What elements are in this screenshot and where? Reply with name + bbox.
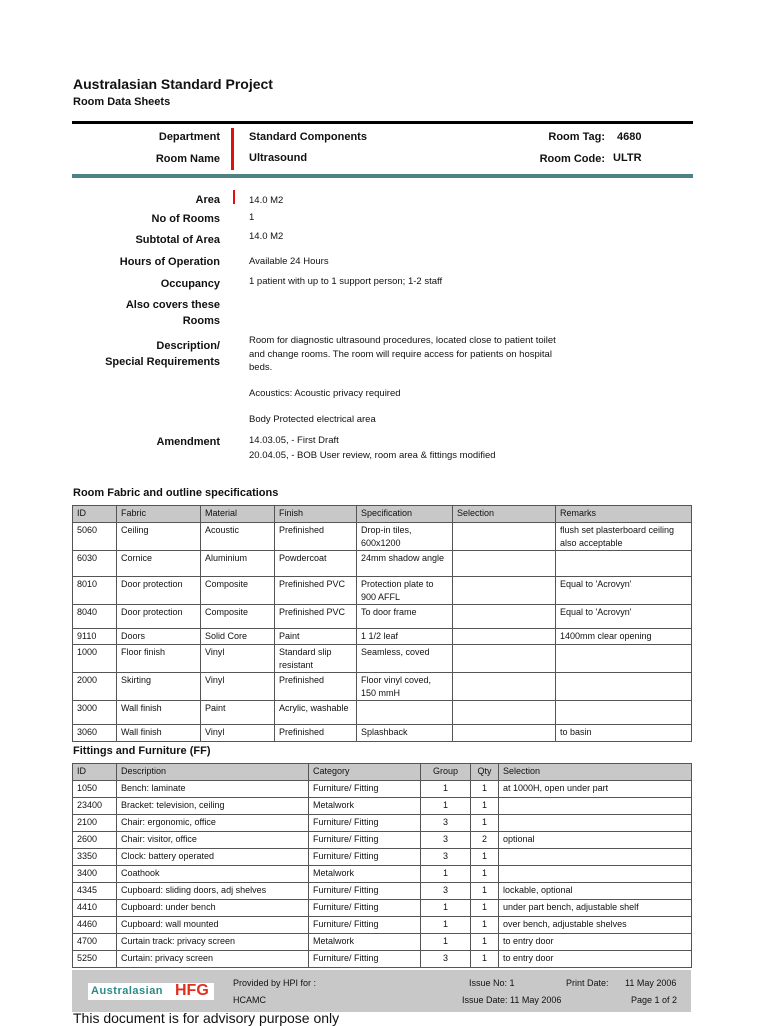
table-cell: 3000 (73, 701, 117, 725)
table-row (73, 577, 692, 605)
table-cell (453, 645, 556, 673)
header-divider (72, 121, 693, 124)
table-cell (499, 815, 692, 832)
red-divider (231, 128, 234, 170)
table-cell: Furniture/ Fitting (309, 900, 421, 917)
description-label: Description/ (156, 340, 220, 352)
table-cell: 24mm shadow angle (357, 551, 453, 577)
table-cell: 8040 (73, 605, 117, 629)
table-cell: Splashback (357, 725, 453, 742)
table-cell: 1 (471, 900, 499, 917)
amendment-line: 14.03.05, - First Draft (249, 435, 339, 446)
table-row (73, 673, 692, 701)
room-tag-label: Room Tag: (548, 131, 605, 143)
fabric-heading: Room Fabric and outline specifications (73, 487, 279, 499)
table-cell: Door protection (117, 605, 201, 629)
table-cell: over bench, adjustable shelves (499, 917, 692, 934)
column-header: ID (73, 506, 117, 523)
table-row (73, 900, 692, 917)
table-cell: Equal to 'Acrovyn' (556, 605, 692, 629)
table-cell: Protection plate to 900 AFFL (357, 577, 453, 605)
department-value: Standard Components (249, 131, 367, 143)
table-cell: 4410 (73, 900, 117, 917)
table-cell: Furniture/ Fitting (309, 832, 421, 849)
table-cell: 1400mm clear opening (556, 629, 692, 645)
room-tag-value: 4680 (617, 131, 642, 143)
table-cell: to entry door (499, 934, 692, 951)
table-cell: 1 (471, 917, 499, 934)
provided-by: Provided by HPI for : (233, 978, 317, 988)
table-cell: Curtain: privacy screen (117, 951, 309, 968)
table-cell (453, 673, 556, 701)
fabric-table (72, 505, 692, 742)
table-cell: 1 (471, 798, 499, 815)
table-cell: Doors (117, 629, 201, 645)
table-cell: 3350 (73, 849, 117, 866)
table-cell: 4345 (73, 883, 117, 900)
table-cell: Cupboard: sliding doors, adj shelves (117, 883, 309, 900)
table-cell: Wall finish (117, 701, 201, 725)
ff-heading: Fittings and Furniture (FF) (73, 745, 211, 757)
table-row (73, 798, 692, 815)
table-row (73, 866, 692, 883)
column-header: Category (309, 764, 421, 781)
table-cell: 5060 (73, 523, 117, 551)
table-row (73, 832, 692, 849)
table-cell: flush set plasterboard ceiling also acceptable (556, 523, 692, 551)
area-value: 14.0 M2 (249, 195, 284, 206)
table-cell (556, 551, 692, 577)
page-number: Page 1 of 2 (631, 995, 678, 1005)
table-cell: Prefinished PVC (275, 577, 357, 605)
table-cell: 4460 (73, 917, 117, 934)
column-header: Selection (453, 506, 556, 523)
table-cell: 2000 (73, 673, 117, 701)
table-cell: Prefinished PVC (275, 605, 357, 629)
table-row (73, 883, 692, 900)
table-cell (499, 798, 692, 815)
table-cell: 3 (421, 849, 471, 866)
table-cell: 1 (421, 866, 471, 883)
table-cell: 2600 (73, 832, 117, 849)
table-cell: Furniture/ Fitting (309, 951, 421, 968)
table-cell: Prefinished (275, 725, 357, 742)
table-cell: Curtain track: privacy screen (117, 934, 309, 951)
footer (72, 970, 691, 1012)
table-cell: 1050 (73, 781, 117, 798)
column-header: Material (201, 506, 275, 523)
table-cell: Furniture/ Fitting (309, 781, 421, 798)
table-cell: 3 (421, 883, 471, 900)
table-cell: Bench: laminate (117, 781, 309, 798)
table-cell: 5250 (73, 951, 117, 968)
description-line: Room for diagnostic ultrasound procedures, located close to patient toilet (249, 335, 556, 346)
column-header: Qty (471, 764, 499, 781)
room-name-value: Ultrasound (249, 152, 308, 164)
table-cell: 1 (421, 917, 471, 934)
occupancy-value: 1 patient with up to 1 support person; 1-2 staff (249, 276, 443, 287)
amendment-line: 20.04.05, - BOB User review, room area & fittings modified (249, 450, 496, 461)
table-cell: Door protection (117, 577, 201, 605)
table-cell (499, 849, 692, 866)
table-cell: Furniture/ Fitting (309, 883, 421, 900)
table-cell: Furniture/ Fitting (309, 815, 421, 832)
area-label: Area (195, 194, 220, 206)
column-header: Description (117, 764, 309, 781)
table-cell (453, 605, 556, 629)
column-header: Fabric (117, 506, 201, 523)
issue-date: Issue Date: 11 May 2006 (462, 995, 562, 1005)
table-cell: Floor finish (117, 645, 201, 673)
table-cell: Paint (201, 701, 275, 725)
column-header: Finish (275, 506, 357, 523)
table-cell (453, 701, 556, 725)
table-cell: Ceiling (117, 523, 201, 551)
rooms-label: No of Rooms (151, 213, 220, 225)
table-cell: Wall finish (117, 725, 201, 742)
table-cell: Seamless, coved (357, 645, 453, 673)
covers-label-2: Rooms (182, 315, 220, 327)
room-name-label: Room Name (155, 153, 220, 165)
electrical-note: Body Protected electrical area (249, 414, 376, 425)
table-cell (453, 725, 556, 742)
table-cell: Acrylic, washable (275, 701, 357, 725)
table-row (73, 645, 692, 673)
table-row (73, 917, 692, 934)
table-cell: Vinyl (201, 725, 275, 742)
table-cell (453, 577, 556, 605)
print-date: 11 May 2006 (625, 978, 677, 988)
table-cell: Cornice (117, 551, 201, 577)
table-header-row (73, 764, 692, 781)
amendment-label: Amendment (156, 436, 220, 448)
table-cell (556, 645, 692, 673)
table-cell: Cupboard: under bench (117, 900, 309, 917)
table-cell: 3060 (73, 725, 117, 742)
table-row (73, 951, 692, 968)
table-row (73, 629, 692, 645)
table-cell: 2100 (73, 815, 117, 832)
table-cell: Aluminium (201, 551, 275, 577)
table-cell: 2 (471, 832, 499, 849)
special-requirements-label: Special Requirements (105, 356, 220, 368)
table-cell: Cupboard: wall mounted (117, 917, 309, 934)
table-cell: Prefinished (275, 673, 357, 701)
description-line: and change rooms. The room will require access for patients on hospital (249, 349, 552, 360)
column-header: Selection (499, 764, 692, 781)
table-cell (453, 523, 556, 551)
rooms-value: 1 (249, 212, 255, 223)
table-cell: Vinyl (201, 645, 275, 673)
table-cell: 1 (421, 781, 471, 798)
table-cell: Standard slip resistant (275, 645, 357, 673)
column-header: Remarks (556, 506, 692, 523)
table-cell: 1 (471, 866, 499, 883)
table-cell: to basin (556, 725, 692, 742)
table-row (73, 725, 692, 742)
table-row (73, 701, 692, 725)
table-cell: 3400 (73, 866, 117, 883)
advisory-note: This document is for advisory purpose only (73, 1010, 340, 1026)
red-marker (233, 190, 235, 204)
column-header: Group (421, 764, 471, 781)
description-line: beds. (249, 362, 273, 373)
hours-value: Available 24 Hours (249, 256, 329, 267)
table-cell: Skirting (117, 673, 201, 701)
table-cell: 6030 (73, 551, 117, 577)
table-cell: under part bench, adjustable shelf (499, 900, 692, 917)
hours-label: Hours of Operation (119, 256, 220, 268)
section-divider (72, 174, 693, 178)
table-cell (556, 673, 692, 701)
table-cell: 1 (471, 815, 499, 832)
table-cell: To door frame (357, 605, 453, 629)
table-row (73, 849, 692, 866)
table-cell: Floor vinyl coved, 150 mmH (357, 673, 453, 701)
column-header: Specification (357, 506, 453, 523)
table-cell: to entry door (499, 951, 692, 968)
table-row (73, 551, 692, 577)
table-cell: Chair: visitor, office (117, 832, 309, 849)
table-cell: Acoustic (201, 523, 275, 551)
table-cell: Composite (201, 577, 275, 605)
covers-label: Also covers these (125, 299, 220, 311)
table-cell: 3 (421, 815, 471, 832)
table-cell: Vinyl (201, 673, 275, 701)
table-cell: 1000 (73, 645, 117, 673)
table-cell: Coathook (117, 866, 309, 883)
table-cell: Metalwork (309, 934, 421, 951)
table-cell: Paint (275, 629, 357, 645)
table-cell: 1 (421, 798, 471, 815)
table-row (73, 815, 692, 832)
project-title: Australasian Standard Project (73, 76, 273, 92)
column-header: ID (73, 764, 117, 781)
table-cell: 4700 (73, 934, 117, 951)
table-cell: 23400 (73, 798, 117, 815)
table-cell: Solid Core (201, 629, 275, 645)
print-date-label: Print Date: (566, 978, 609, 988)
table-cell: 9110 (73, 629, 117, 645)
table-cell: 1 (471, 781, 499, 798)
table-cell: 1 (421, 900, 471, 917)
issue-no: Issue No: 1 (469, 978, 515, 988)
table-cell: 3 (421, 832, 471, 849)
table-cell: Furniture/ Fitting (309, 849, 421, 866)
acoustics-note: Acoustics: Acoustic privacy required (249, 388, 401, 399)
table-cell: 1 1/2 leaf (357, 629, 453, 645)
table-cell (453, 551, 556, 577)
table-cell: lockable, optional (499, 883, 692, 900)
table-cell: Clock: battery operated (117, 849, 309, 866)
room-code-value: ULTR (613, 152, 642, 164)
table-row (73, 781, 692, 798)
table-cell: optional (499, 832, 692, 849)
table-cell: at 1000H, open under part (499, 781, 692, 798)
table-cell: 1 (471, 883, 499, 900)
table-cell: Powdercoat (275, 551, 357, 577)
table-cell (499, 866, 692, 883)
document-subtitle: Room Data Sheets (73, 96, 171, 108)
table-cell (357, 701, 453, 725)
table-cell (453, 629, 556, 645)
occupancy-label: Occupancy (160, 278, 220, 290)
table-row (73, 605, 692, 629)
table-cell: 8010 (73, 577, 117, 605)
table-row (73, 523, 692, 551)
room-code-label: Room Code: (539, 153, 605, 165)
table-header-row (73, 506, 692, 523)
table-cell: 1 (471, 849, 499, 866)
table-cell: Bracket: television, ceiling (117, 798, 309, 815)
table-cell: Prefinished (275, 523, 357, 551)
table-cell: Metalwork (309, 866, 421, 883)
hfg-logo: Australasian HFG (88, 983, 214, 1000)
table-row (73, 934, 692, 951)
table-cell: Equal to 'Acrovyn' (556, 577, 692, 605)
table-cell: Composite (201, 605, 275, 629)
table-cell: 3 (421, 951, 471, 968)
table-cell: 1 (471, 951, 499, 968)
client: HCAMC (233, 995, 266, 1005)
table-cell: Drop-in tiles, 600x1200 (357, 523, 453, 551)
table-cell (556, 701, 692, 725)
subtotal-label: Subtotal of Area (135, 234, 220, 246)
ff-table (72, 763, 692, 968)
subtotal-value: 14.0 M2 (249, 231, 284, 242)
table-cell: 1 (471, 934, 499, 951)
table-cell: Chair: ergonomic, office (117, 815, 309, 832)
table-cell: Furniture/ Fitting (309, 917, 421, 934)
table-cell: 1 (421, 934, 471, 951)
table-cell: Metalwork (309, 798, 421, 815)
department-label: Department (158, 131, 220, 143)
